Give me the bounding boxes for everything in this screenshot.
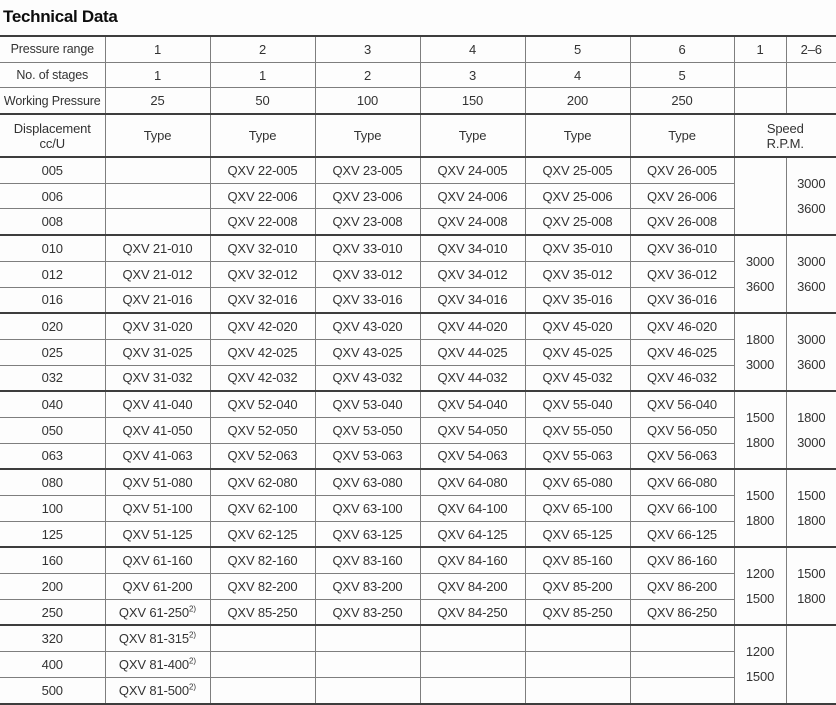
- working-pressure-value: 250: [630, 88, 734, 114]
- technical-data-table: [0, 35, 836, 705]
- type-cell: QXV 55-063: [525, 443, 630, 469]
- table-row: [0, 287, 836, 313]
- type-cell: [525, 677, 630, 703]
- type-cell: QXV 82-200: [210, 574, 315, 600]
- type-cell: QXV 42-032: [210, 365, 315, 391]
- type-cell: QXV 36-016: [630, 287, 734, 313]
- table-row: [0, 469, 836, 495]
- type-cell: [420, 652, 525, 678]
- type-cell: QXV 36-010: [630, 235, 734, 261]
- speed-value: 3000: [787, 327, 836, 352]
- speed-value: 1800: [787, 405, 836, 430]
- type-column-header: Type: [315, 114, 420, 157]
- speed-1-cell: [734, 547, 786, 625]
- displacement-cell: 032: [0, 365, 105, 391]
- type-cell: QXV 65-100: [525, 496, 630, 522]
- working-pressure-row: [0, 88, 836, 114]
- type-cell: QXV 51-125: [105, 521, 210, 547]
- speed-1-cell: [734, 157, 786, 235]
- working-pressure-value: 50: [210, 88, 315, 114]
- footnote-marker: 2): [189, 604, 196, 613]
- table-row: [0, 209, 836, 235]
- type-cell: QXV 65-125: [525, 521, 630, 547]
- stages-value: 1: [105, 62, 210, 88]
- type-cell: QXV 35-012: [525, 261, 630, 287]
- type-cell: QXV 42-020: [210, 313, 315, 339]
- pressure-range-value: 4: [420, 36, 525, 62]
- type-cell: [630, 625, 734, 651]
- speed-2-6-cell: [786, 391, 836, 469]
- type-cell: QXV 22-005: [210, 157, 315, 183]
- type-cell: QXV 22-006: [210, 183, 315, 209]
- speed-value: 3600: [735, 274, 786, 299]
- type-cell: QXV 63-125: [315, 521, 420, 547]
- type-header-row: [0, 114, 836, 157]
- displacement-cell: 016: [0, 287, 105, 313]
- stages-label: No. of stages: [0, 62, 105, 88]
- type-cell: QXV 21-010: [105, 235, 210, 261]
- page-title: Technical Data: [3, 7, 836, 27]
- type-cell: [420, 625, 525, 651]
- speed-2-6-cell: [786, 469, 836, 547]
- type-cell: [315, 652, 420, 678]
- type-cell: QXV 53-040: [315, 391, 420, 417]
- displacement-cell: 050: [0, 417, 105, 443]
- table-row: [0, 339, 836, 365]
- type-cell: QXV 62-125: [210, 521, 315, 547]
- type-cell: QXV 52-050: [210, 417, 315, 443]
- displacement-cell: 080: [0, 469, 105, 495]
- type-cell: QXV 22-008: [210, 209, 315, 235]
- type-cell: QXV 83-250: [315, 599, 420, 625]
- type-cell: QXV 46-025: [630, 339, 734, 365]
- type-cell: QXV 62-080: [210, 469, 315, 495]
- type-cell: QXV 43-025: [315, 339, 420, 365]
- speed-header-cell: [734, 114, 836, 157]
- type-cell: QXV 86-160: [630, 547, 734, 573]
- type-cell: QXV 32-010: [210, 235, 315, 261]
- speed-value: 1500: [735, 586, 786, 611]
- type-cell: [525, 625, 630, 651]
- type-cell: [315, 677, 420, 703]
- pressure-range-row: [0, 36, 836, 62]
- type-cell: QXV 85-250: [210, 599, 315, 625]
- pressure-range-value: 3: [315, 36, 420, 62]
- working-pressure-value: 100: [315, 88, 420, 114]
- type-cell: QXV 31-020: [105, 313, 210, 339]
- displacement-cell: 320: [0, 625, 105, 651]
- type-cell: QXV 32-016: [210, 287, 315, 313]
- speed-2-6-cell: [786, 313, 836, 391]
- stages-value: 4: [525, 62, 630, 88]
- type-cell: QXV 24-008: [420, 209, 525, 235]
- displacement-cell: 008: [0, 209, 105, 235]
- displacement-cell: 125: [0, 521, 105, 547]
- speed-value: 3600: [787, 352, 836, 377]
- speed-1-cell: [734, 469, 786, 547]
- stages-value: 5: [630, 62, 734, 88]
- pressure-range-value: 1: [105, 36, 210, 62]
- pressure-range-label: Pressure range: [0, 36, 105, 62]
- working-pressure-value: 150: [420, 88, 525, 114]
- type-cell: QXV 85-200: [525, 574, 630, 600]
- table-row: [0, 443, 836, 469]
- table-row: [0, 652, 836, 678]
- type-cell: QXV 46-020: [630, 313, 734, 339]
- displacement-cell: 160: [0, 547, 105, 573]
- type-cell: QXV 44-032: [420, 365, 525, 391]
- displacement-cell: 025: [0, 339, 105, 365]
- working-pressure-value: 25: [105, 88, 210, 114]
- type-cell: QXV 64-080: [420, 469, 525, 495]
- type-cell: QXV 24-006: [420, 183, 525, 209]
- table-row: [0, 183, 836, 209]
- type-cell: QXV 43-020: [315, 313, 420, 339]
- type-cell: QXV 84-250: [420, 599, 525, 625]
- speed-empty-cell: [786, 62, 836, 88]
- type-cell: QXV 45-032: [525, 365, 630, 391]
- displacement-cell: 400: [0, 652, 105, 678]
- table-row: [0, 547, 836, 573]
- type-cell: QXV 23-008: [315, 209, 420, 235]
- type-cell: QXV 64-125: [420, 521, 525, 547]
- type-cell: QXV 33-012: [315, 261, 420, 287]
- speed-value: 1500: [735, 483, 786, 508]
- type-cell: [630, 652, 734, 678]
- type-cell: QXV 65-080: [525, 469, 630, 495]
- type-cell: QXV 31-032: [105, 365, 210, 391]
- stages-value: 1: [210, 62, 315, 88]
- type-cell: QXV 53-063: [315, 443, 420, 469]
- displacement-cell: 200: [0, 574, 105, 600]
- type-cell: [630, 677, 734, 703]
- speed-1-cell: [734, 235, 786, 313]
- type-cell: QXV 31-025: [105, 339, 210, 365]
- type-cell: [315, 625, 420, 651]
- speed-value: 1800: [787, 586, 836, 611]
- type-cell: QXV 33-016: [315, 287, 420, 313]
- speed-value: 1800: [735, 508, 786, 533]
- type-cell: QXV 85-250: [525, 599, 630, 625]
- type-cell: [105, 209, 210, 235]
- type-cell: QXV 51-100: [105, 496, 210, 522]
- footnote-marker: 2): [189, 682, 196, 691]
- displacement-header-line1: Displacement: [0, 121, 105, 136]
- type-cell: QXV 64-100: [420, 496, 525, 522]
- displacement-cell: 012: [0, 261, 105, 287]
- type-cell: [420, 677, 525, 703]
- type-cell: QXV 23-005: [315, 157, 420, 183]
- table-row: [0, 313, 836, 339]
- type-cell: QXV 35-016: [525, 287, 630, 313]
- table-row: [0, 625, 836, 651]
- type-cell: QXV 63-100: [315, 496, 420, 522]
- type-cell: QXV 44-025: [420, 339, 525, 365]
- displacement-cell: 100: [0, 496, 105, 522]
- speed-value: 1200: [735, 639, 786, 664]
- speed-1-cell: [734, 391, 786, 469]
- type-cell: QXV 86-250: [630, 599, 734, 625]
- speed-value: 1200: [735, 561, 786, 586]
- type-cell: QXV 41-050: [105, 417, 210, 443]
- table-row: [0, 574, 836, 600]
- type-cell: [105, 183, 210, 209]
- speed-2-6-cell: [786, 547, 836, 625]
- type-cell: QXV 43-032: [315, 365, 420, 391]
- type-cell: QXV 61-250$^{2)}$: [105, 599, 210, 625]
- type-cell: QXV 52-040: [210, 391, 315, 417]
- type-cell: QXV 66-125: [630, 521, 734, 547]
- speed-value: 1800: [735, 327, 786, 352]
- type-cell: QXV 26-008: [630, 209, 734, 235]
- displacement-cell: 250: [0, 599, 105, 625]
- stages-value: 3: [420, 62, 525, 88]
- speed-range-header: 1: [734, 36, 786, 62]
- type-cell: QXV 54-050: [420, 417, 525, 443]
- displacement-cell: 040: [0, 391, 105, 417]
- type-cell: [210, 652, 315, 678]
- type-cell: QXV 82-160: [210, 547, 315, 573]
- type-cell: QXV 23-006: [315, 183, 420, 209]
- type-cell: QXV 61-160: [105, 547, 210, 573]
- working-pressure-value: 200: [525, 88, 630, 114]
- type-cell: QXV 52-063: [210, 443, 315, 469]
- type-cell: QXV 55-050: [525, 417, 630, 443]
- speed-value: 3600: [787, 196, 836, 221]
- speed-2-6-cell: [786, 235, 836, 313]
- displacement-header-cell: [0, 114, 105, 157]
- type-cell: QXV 54-063: [420, 443, 525, 469]
- table-row: [0, 496, 836, 522]
- type-cell: QXV 66-080: [630, 469, 734, 495]
- speed-value: 3000: [787, 430, 836, 455]
- type-cell: QXV 63-080: [315, 469, 420, 495]
- type-cell: QXV 21-016: [105, 287, 210, 313]
- type-cell: QXV 56-050: [630, 417, 734, 443]
- type-cell: QXV 81-400$^{2)}$: [105, 652, 210, 678]
- table-row: [0, 521, 836, 547]
- type-cell: QXV 44-020: [420, 313, 525, 339]
- displacement-cell: 010: [0, 235, 105, 261]
- working-pressure-label: Working Pressure: [0, 88, 105, 114]
- type-cell: QXV 81-315$^{2)}$: [105, 625, 210, 651]
- displacement-cell: 063: [0, 443, 105, 469]
- type-cell: QXV 53-050: [315, 417, 420, 443]
- speed-2-6-cell: [786, 157, 836, 235]
- speed-header-line2: R.P.M.: [735, 136, 836, 151]
- footnote-marker: 2): [189, 631, 196, 640]
- type-cell: QXV 36-012: [630, 261, 734, 287]
- displacement-cell: 500: [0, 677, 105, 703]
- type-cell: QXV 42-025: [210, 339, 315, 365]
- footnote-marker: 2): [189, 657, 196, 666]
- type-cell: QXV 35-010: [525, 235, 630, 261]
- type-cell: [210, 677, 315, 703]
- type-cell: QXV 56-040: [630, 391, 734, 417]
- speed-empty-cell: [786, 88, 836, 114]
- speed-empty-cell: [734, 62, 786, 88]
- speed-value: 3600: [787, 274, 836, 299]
- type-cell: QXV 25-005: [525, 157, 630, 183]
- table-row: [0, 677, 836, 703]
- type-cell: QXV 25-006: [525, 183, 630, 209]
- type-cell: QXV 61-200: [105, 574, 210, 600]
- type-cell: QXV 83-200: [315, 574, 420, 600]
- speed-1-cell: [734, 625, 786, 703]
- type-cell: QXV 83-160: [315, 547, 420, 573]
- type-cell: QXV 54-040: [420, 391, 525, 417]
- speed-value: 1500: [787, 483, 836, 508]
- table-row: [0, 391, 836, 417]
- speed-2-6-cell: [786, 625, 836, 703]
- type-cell: [105, 157, 210, 183]
- type-column-header: Type: [105, 114, 210, 157]
- displacement-cell: 020: [0, 313, 105, 339]
- type-cell: QXV 86-200: [630, 574, 734, 600]
- table-row: [0, 157, 836, 183]
- type-cell: QXV 34-012: [420, 261, 525, 287]
- table-row: [0, 599, 836, 625]
- type-cell: QXV 41-040: [105, 391, 210, 417]
- type-cell: QXV 56-063: [630, 443, 734, 469]
- type-cell: QXV 26-006: [630, 183, 734, 209]
- speed-empty-cell: [734, 88, 786, 114]
- speed-value: 1500: [735, 405, 786, 430]
- type-column-header: Type: [210, 114, 315, 157]
- type-cell: QXV 84-200: [420, 574, 525, 600]
- pressure-range-value: 2: [210, 36, 315, 62]
- type-cell: QXV 34-010: [420, 235, 525, 261]
- stages-row: [0, 62, 836, 88]
- type-column-header: Type: [420, 114, 525, 157]
- type-cell: QXV 34-016: [420, 287, 525, 313]
- displacement-cell: 005: [0, 157, 105, 183]
- speed-range-header: 2–6: [786, 36, 836, 62]
- speed-value: 1500: [735, 664, 786, 689]
- pressure-range-value: 6: [630, 36, 734, 62]
- type-cell: [525, 652, 630, 678]
- speed-value: 3000: [787, 171, 836, 196]
- type-cell: QXV 32-012: [210, 261, 315, 287]
- type-column-header: Type: [525, 114, 630, 157]
- table-row: [0, 261, 836, 287]
- type-cell: QXV 62-100: [210, 496, 315, 522]
- type-cell: QXV 33-010: [315, 235, 420, 261]
- type-cell: QXV 21-012: [105, 261, 210, 287]
- pressure-range-value: 5: [525, 36, 630, 62]
- speed-value: 1500: [787, 561, 836, 586]
- table-row: [0, 235, 836, 261]
- speed-1-cell: [734, 313, 786, 391]
- type-cell: QXV 84-160: [420, 547, 525, 573]
- type-cell: QXV 25-008: [525, 209, 630, 235]
- type-cell: QXV 45-020: [525, 313, 630, 339]
- type-cell: QXV 81-500$^{2)}$: [105, 677, 210, 703]
- speed-value: 3000: [787, 249, 836, 274]
- displacement-header-line2: cc/U: [0, 136, 105, 151]
- stages-value: 2: [315, 62, 420, 88]
- type-cell: QXV 24-005: [420, 157, 525, 183]
- speed-header-line1: Speed: [735, 121, 836, 136]
- type-column-header: Type: [630, 114, 734, 157]
- speed-value: 3000: [735, 249, 786, 274]
- type-cell: QXV 45-025: [525, 339, 630, 365]
- type-cell: QXV 85-160: [525, 547, 630, 573]
- speed-value: 1800: [787, 508, 836, 533]
- displacement-cell: 006: [0, 183, 105, 209]
- type-cell: QXV 51-080: [105, 469, 210, 495]
- speed-value: 3000: [735, 352, 786, 377]
- type-cell: QXV 46-032: [630, 365, 734, 391]
- table-row: [0, 365, 836, 391]
- type-cell: QXV 41-063: [105, 443, 210, 469]
- type-cell: QXV 26-005: [630, 157, 734, 183]
- type-cell: QXV 55-040: [525, 391, 630, 417]
- speed-value: 1800: [735, 430, 786, 455]
- type-cell: QXV 66-100: [630, 496, 734, 522]
- table-row: [0, 417, 836, 443]
- type-cell: [210, 625, 315, 651]
